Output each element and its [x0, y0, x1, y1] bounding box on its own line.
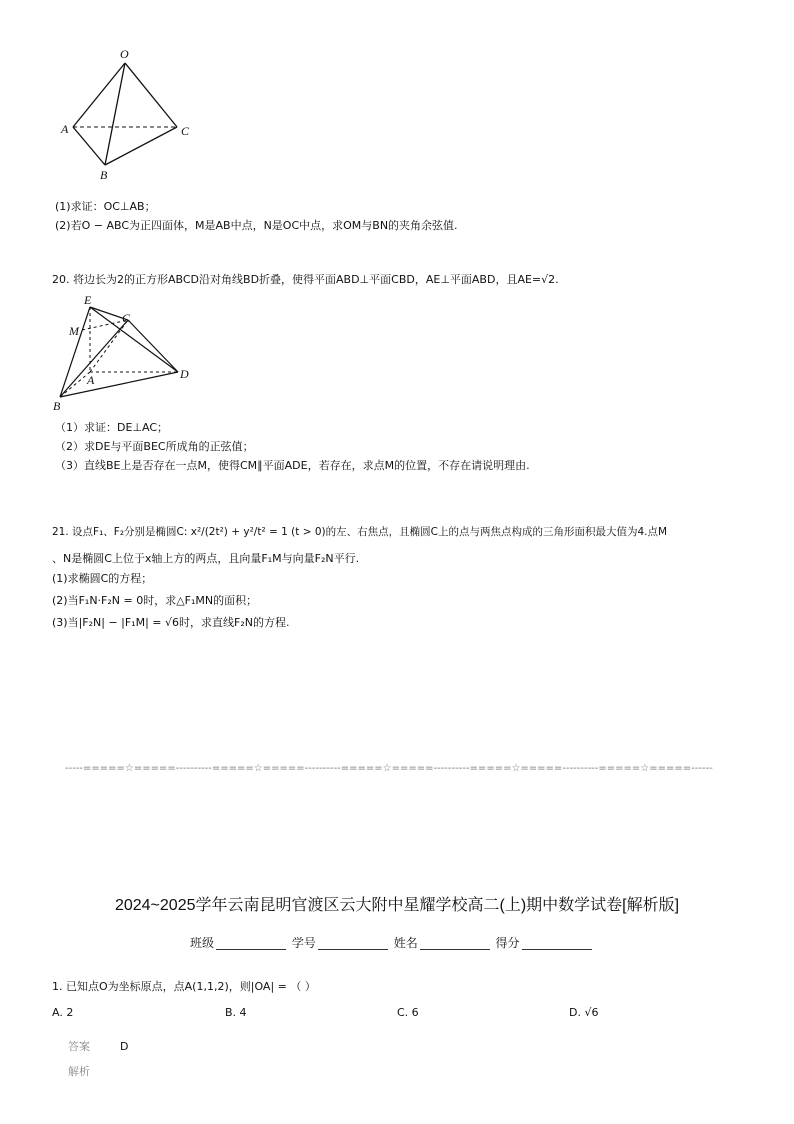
q20-stem: 20. 将边长为2的正方形ABCD沿对角线BD折叠，使得平面ABD⊥平面CBD，AE⊥平面ABD，且AE=√2. — [52, 273, 559, 286]
field-name-label: 姓名 — [393, 936, 418, 950]
answer-label: 答案 — [68, 1040, 90, 1053]
q21-part2: (2)当F₁N·F₂N = 0时，求△F₁MN的面积； — [52, 594, 258, 607]
q21-stem-line1: 21. 设点F₁、F₂分别是椭圆C: x²/(2t²) + y²/t² = 1 (t > 0)的左、右焦点，且椭圆C上的点与两焦点构成的三角形面积最大值为4.点M — [52, 526, 668, 538]
q19-part2: (2)若O − ABC为正四面体，M是AB中点，N是OC中点，求OM与BN的夹角余弦值. — [55, 219, 458, 232]
label-O: O — [120, 47, 129, 61]
folded-square-figure — [50, 292, 200, 417]
label-D: D — [180, 367, 189, 381]
q20-part2: （2）求DE与平面BEC所成角的正弦值； — [55, 440, 254, 453]
section-divider: -----=====☆=====----------=====☆=====----------=====☆=====----------=====☆=====----------=====☆=====------ — [65, 763, 713, 774]
field-id-label: 学号 — [291, 936, 316, 950]
label-C2: C — [122, 311, 131, 325]
field-score-label: 得分 — [495, 936, 520, 950]
field-class-blank[interactable] — [216, 937, 286, 950]
q19-part1: (1)求证：OC⊥AB； — [55, 200, 156, 213]
label-B: B — [100, 168, 108, 182]
label-B2: B — [53, 399, 61, 413]
q21-part3: (3)当|F₂N| − |F₁M| = √6时，求直线F₂N的方程. — [52, 616, 290, 629]
label-A: A — [61, 122, 69, 136]
paper-title: 2024~2025学年云南昆明官渡区云大附中星耀学校高二(上)期中数学试卷[解析版] — [114, 897, 680, 914]
q21-part1: (1)求椭圆C的方程； — [52, 572, 153, 585]
q1-stem: 1. 已知点O为坐标原点，点A(1,1,2)，则|OA| = （ ） — [52, 980, 316, 993]
student-info-fields — [190, 936, 594, 950]
q1-option-a: A. 2 — [52, 1006, 74, 1019]
q20-part1: （1）求证：DE⊥AC； — [55, 421, 169, 434]
label-A2: A — [87, 373, 95, 387]
q20-part3: （3）直线BE上是否存在一点M，使得CM∥平面ADE，若存在，求点M的位置，不存在请说明理由. — [55, 459, 530, 472]
q21-stem-line2: 、N是椭圆C上位于x轴上方的两点，且向量F₁M与向量F₂N平行. — [52, 552, 360, 565]
answer-value: D — [120, 1040, 129, 1053]
q1-option-d: D. √6 — [569, 1006, 599, 1019]
q1-option-c: C. 6 — [397, 1006, 419, 1019]
field-class-label: 班级 — [190, 936, 215, 950]
analysis-label: 解析 — [68, 1065, 90, 1078]
field-id-blank[interactable] — [318, 937, 388, 950]
q1-option-b: B. 4 — [225, 1006, 247, 1019]
field-name-blank[interactable] — [420, 937, 490, 950]
label-M: M — [69, 324, 79, 338]
label-C: C — [181, 124, 190, 138]
label-E: E — [84, 293, 92, 307]
field-score-blank[interactable] — [522, 937, 592, 950]
tetrahedron-figure — [55, 45, 205, 185]
